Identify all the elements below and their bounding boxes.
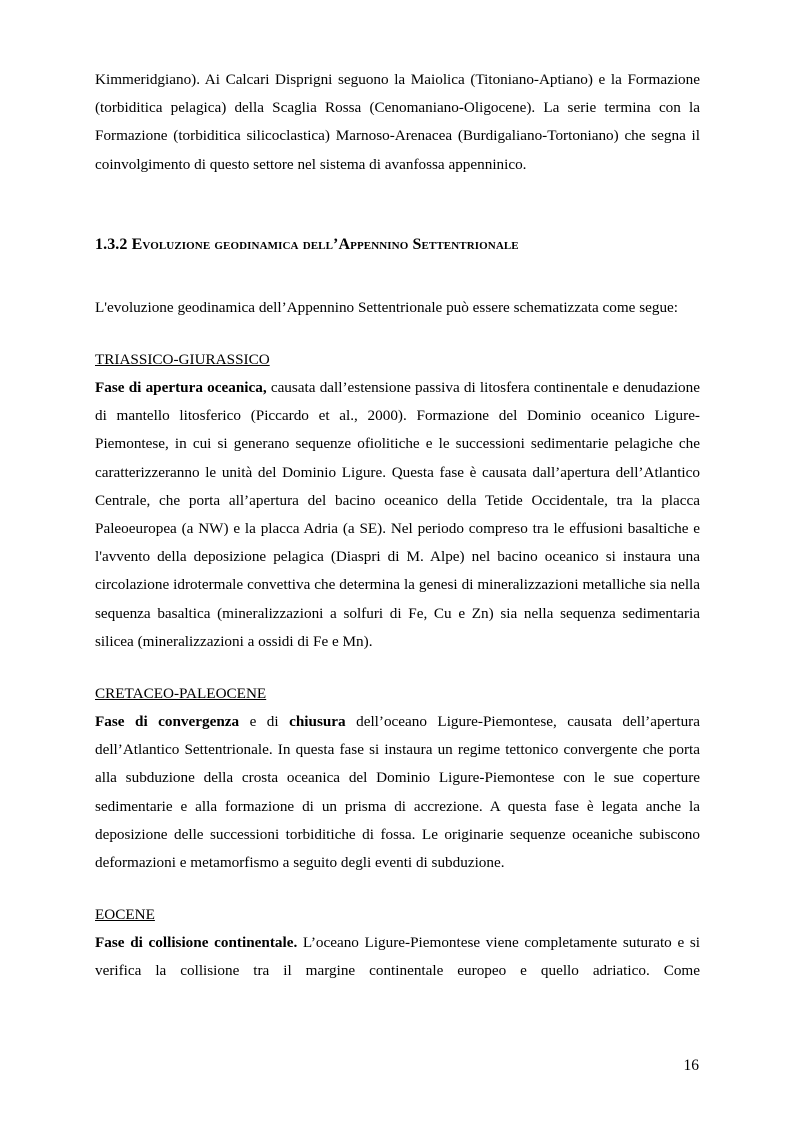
period-bold-term-2: chiusura (289, 713, 346, 731)
period-bold-term: Fase di convergenza (95, 713, 240, 731)
intro-paragraph: Kimmeridgiano). Ai Calcari Disprigni seguono la Maiolica (Titoniano-Aptiano) e la Formazione (torbiditica pelagica) della Scaglia Rossa (Cenomaniano-Oligocene). La serie termina con la Formazione (torbiditica silicoclastica) Marnoso-Arenacea (Burdigaliano-Tortoniano) che segna il coinvolgimento di questo settore nel sistema di avanfossa appenninico. (95, 71, 700, 173)
section-intro: L'evoluzione geodinamica dell’Appennino Settentrionale può essere schematizzata come segue: (95, 298, 679, 316)
period-label-triassico: TRIASSICO-GIURASSICO (95, 351, 270, 369)
period-paragraph-cretaceo (95, 708, 700, 877)
period-label-cretaceo: CRETACEO-PALEOCENE (95, 685, 267, 703)
page-body (95, 66, 700, 986)
period-text: e di (239, 713, 290, 731)
period-bold-term: Fase di collisione continentale. (95, 934, 298, 952)
period-paragraph-eocene (95, 929, 700, 985)
period-text: L’oceano Ligure-Piemontese viene completamente suturato e si verifica la collisione tra il margine continentale europeo e quello adriatico. Come (95, 934, 700, 980)
section-heading: 1.3.2 Evoluzione geodinamica dell’Appennino Settentrionale (95, 235, 519, 253)
period-bold-term: Fase di apertura oceanica, (95, 379, 267, 397)
page-number: 16 (683, 1057, 699, 1074)
period-text-2: dell’oceano Ligure-Piemontese, causata dell’apertura dell’Atlantico Settentrionale. In questa fase si instaura un regime tettonico convergente che porta alla subduzione della crosta oceanica del Dominio Ligure-Piemontese con le sue coperture sedimentarie e alla formazione di un prisma di accrezione. A questa fase è legata anche la deposizione delle successioni torbiditiche di fossa. Le originarie sequenze oceaniche subiscono deformazioni e metamorfismo a seguito degli eventi di subduzione. (95, 713, 700, 872)
period-label-eocene: EOCENE (95, 906, 155, 924)
period-text: causata dall’estensione passiva di litosfera continentale e denudazione di mantello litosferico (Piccardo et al., 2000). Formazione del Dominio oceanico Ligure-Piemontese, in cui si generano sequenze ofiolitiche e le successioni sedimentarie pelagiche che caratterizzeranno le unità del Dominio Ligure. Questa fase è causata dall’apertura dell’Atlantico Centrale, che porta all’apertura del bacino oceanico della Tetide Occidentale, tra la placca Paleoeuropea (a NW) e la placca Adria (a SE). Nel periodo compreso tra le effusioni basaltiche e l'avvento della deposizione pelagica (Diaspri di M. Alpe) nel bacino oceanico si instaura una circolazione idrotermale convettiva che determina la genesi di mineralizzazioni metalliche sia nella sequenza basaltica (mineralizzazioni a solfuri di Fe, Cu e Zn) sia nella sequenza sedimentaria silicea (mineralizzazioni a ossidi di Fe e Mn). (95, 379, 700, 650)
period-paragraph-triassico (95, 374, 700, 656)
